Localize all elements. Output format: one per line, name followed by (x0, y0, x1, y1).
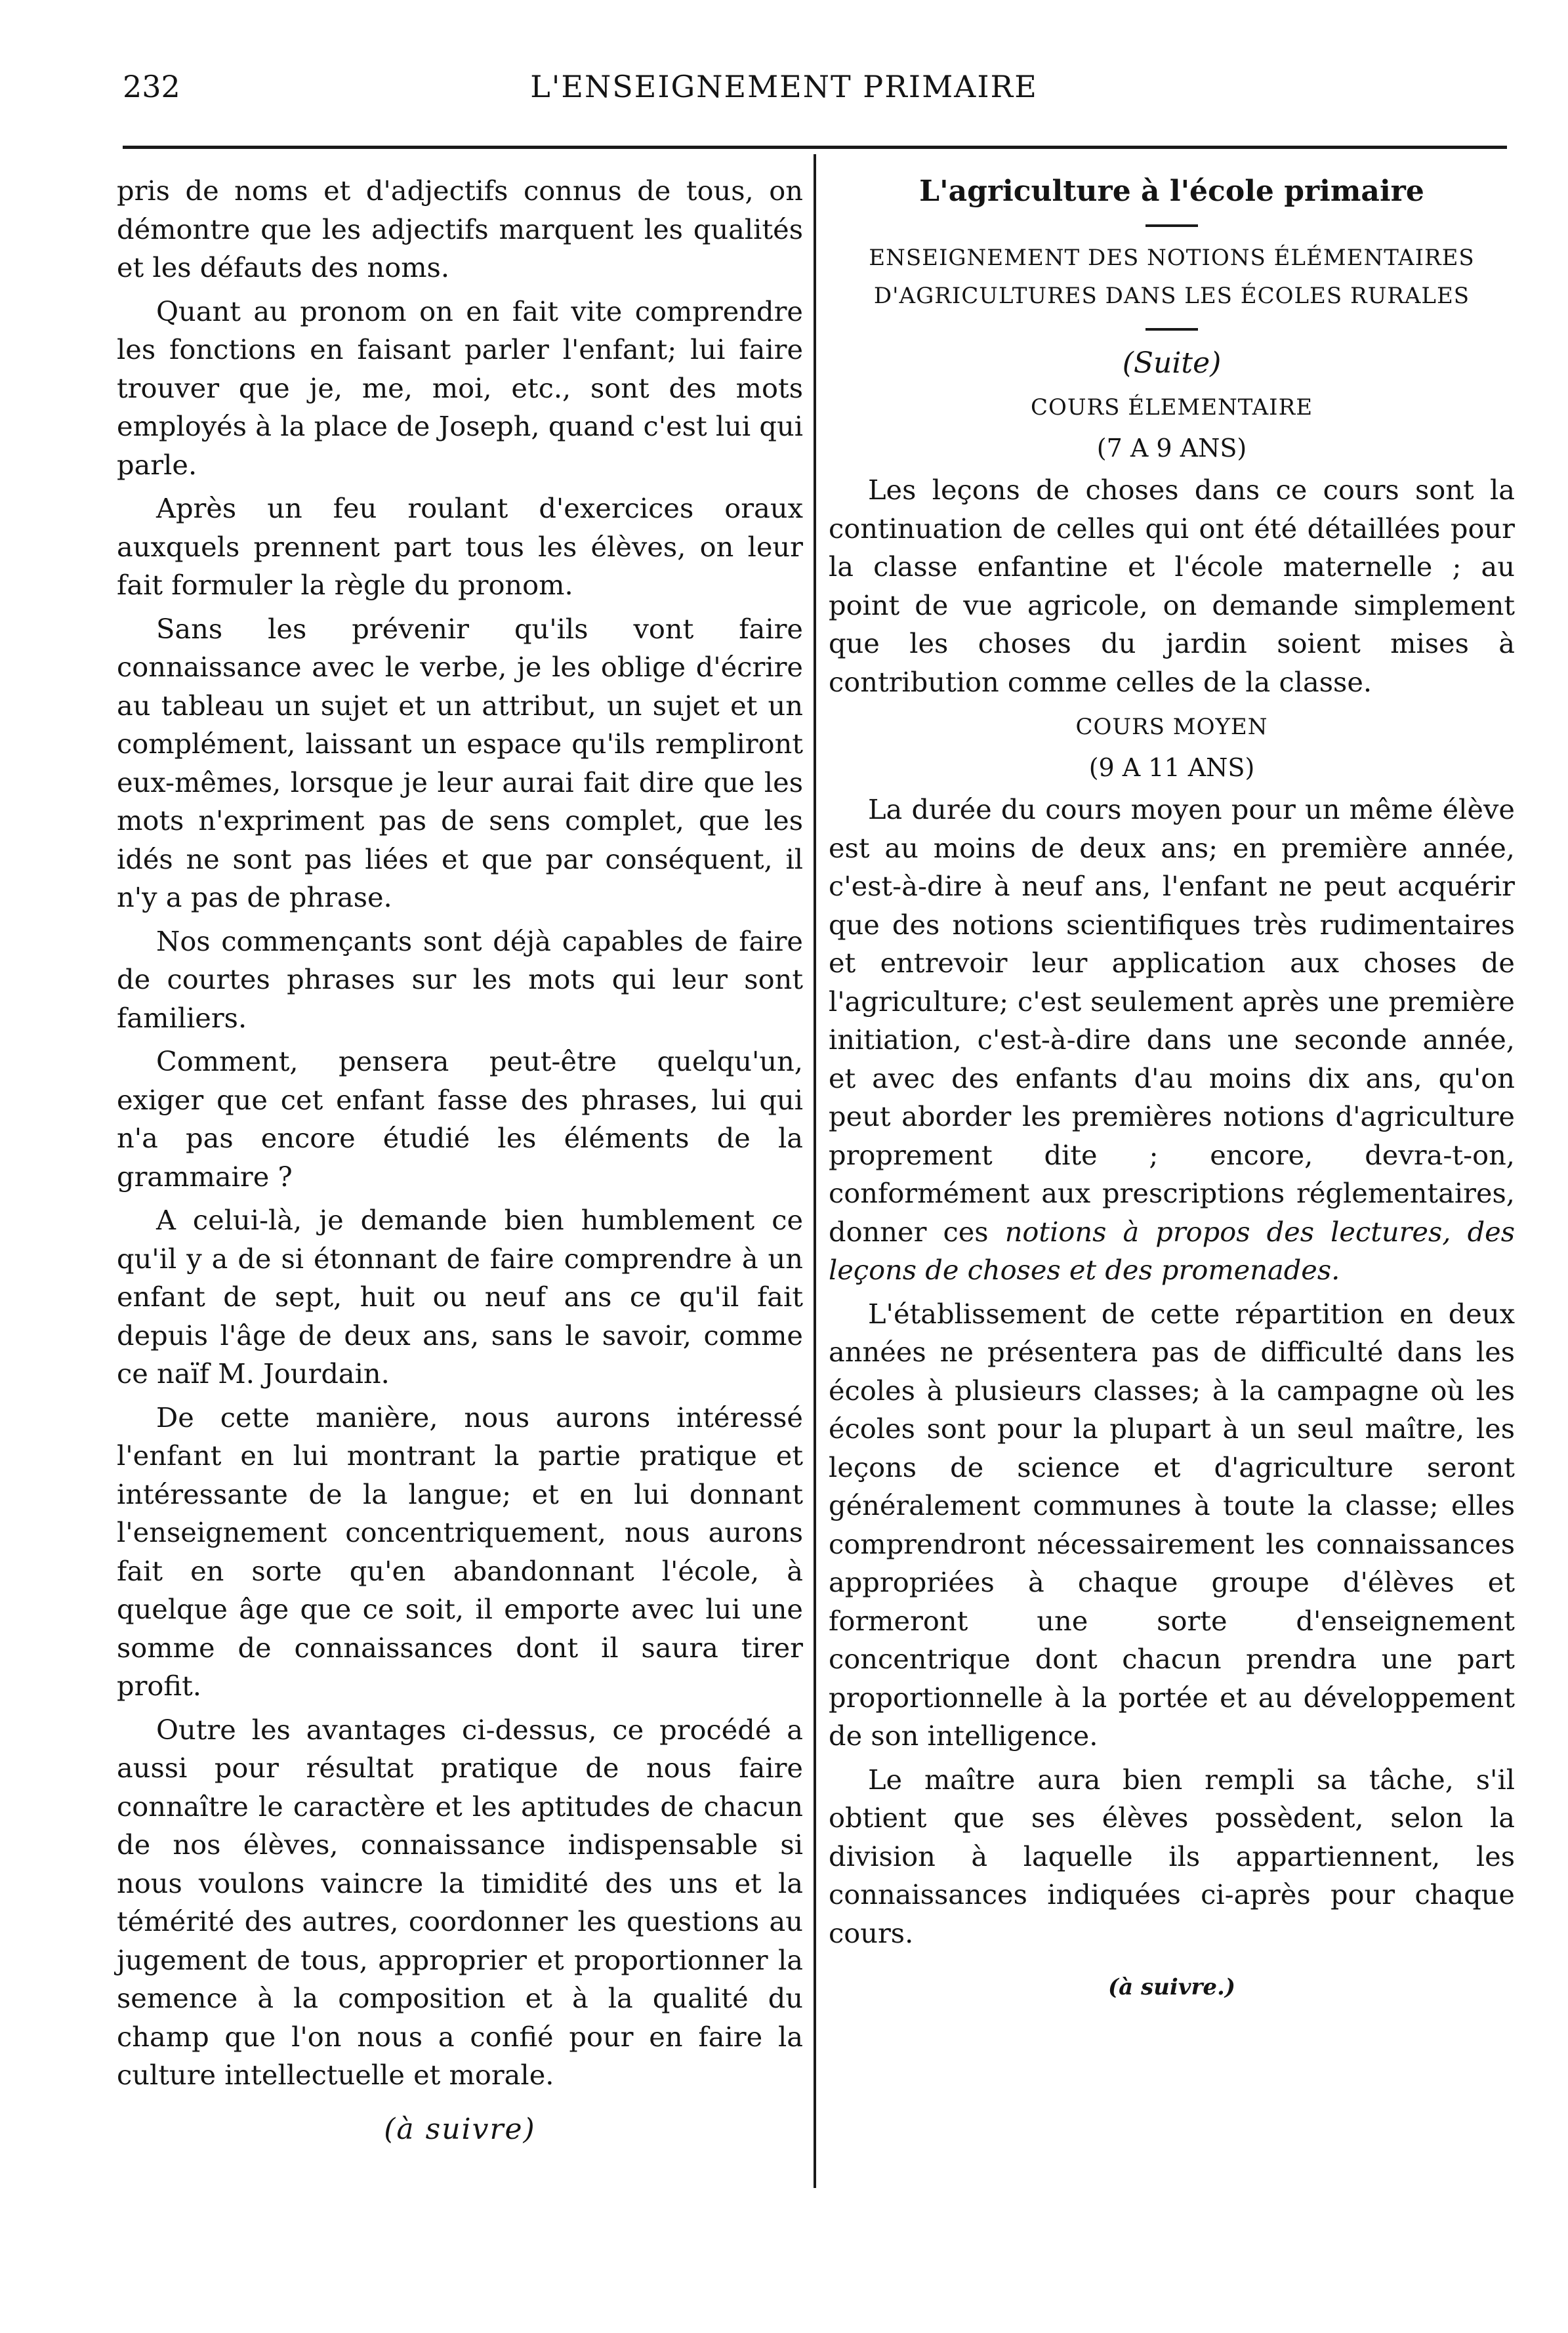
left-paragraph: Nos commençants sont déjà capables de faire de courtes phrases sur les mots qui leur sont familiers. (117, 924, 803, 1034)
cours-elementaire-ages: (7 A 9 ANS) (1096, 434, 1247, 463)
left-paragraph: Après un feu roulant d'exercices oraux auxquels prennent part tous les élèves, on leur fait formuler la règle du pronom. (117, 492, 803, 601)
paragraph-italic: notions à propos des lectures, des leçons de choses et des promenades. (829, 1215, 1515, 1286)
header-rule (123, 146, 1507, 149)
suite-label: (Suite) (1122, 346, 1222, 380)
short-rule (1145, 328, 1198, 331)
a-suivre-left: (à suivre) (384, 2112, 536, 2146)
left-paragraph: Sans les prévenir qu'ils vont faire connaissance avec le verbe, je les oblige d'écrire au tableau un sujet et un attribut, un sujet et un complément, laissant un espace qu'ils rempliront eux-mêmes, lorsque je leur aurai fait dire que les mots n'expriment pas de sens complet, que les idés ne sont pas liées et que par conséquent, il n'y a pas de phrase. (117, 612, 803, 913)
paragraph-text: La durée du cours moyen pour un même élève est au moins de deux ans; en première année, c'est-à-dire à neuf ans, l'enfant ne peut acquérir que des notions scientifiques très rudimentaires et entrevoir leur application aux choses de l'agriculture; c'est seulement après une première initiation, c'est-à-dire dans une seconde année, et avec des enfants d'au moins dix ans, qu'on peut aborder les premières notions d'agriculture proprement dite ; encore, devra-t-on, conformément aux prescriptions réglementaires, donner ces (829, 793, 1515, 1248)
page-number: 232 (123, 69, 180, 104)
right-paragraph: L'établissement de cette répartition en deux années ne présentera pas de difficulté dans les écoles à plusieurs classes; à la campagne où les écoles sont pour la plupart à un seul maître, les leçons de science et d'agriculture seront généralement communes à toute la classe; elles comprendront nécessairement les connaissances appropriées à chaque groupe d'élèves et formeront une sorte d'enseignement concentrique dont chacun prendra une part proportionnelle à la portée et au développement de son intelligence. (829, 1297, 1515, 1752)
right-paragraph: Les leçons de choses dans ce cours sont la continuation de celles qui ont été détaillées pour la classe enfantine et l'école maternelle ; au point de vue agricole, on demande simplement que les choses du jardin soient mises à contribution comme celles de la classe. (829, 474, 1515, 698)
cours-moyen-ages: (9 A 11 ANS) (1088, 753, 1255, 782)
left-paragraph: Quant au pronom on en fait vite comprendre les fonctions en faisant parler l'enfant; lui faire trouver que je, me, moi, etc., sont des mots employés à la place de Joseph, quand c'est lui qui parle. (117, 295, 803, 481)
cours-moyen-heading: COURS MOYEN (1075, 714, 1268, 740)
left-paragraph: De cette manière, nous aurons intéressé l'enfant en lui montrant la partie pratique et intéressante de la langue; et en lui donnant l'enseignement concentriquement, nous aurons fait en sorte qu'en abandonnant l'école, à quelque âge que ce soit, il emporte avec lui une somme de connaissances dont il saura tirer profit. (117, 1401, 803, 1702)
short-rule (1145, 224, 1198, 227)
left-paragraph: Comment, pensera peut-être quelqu'un, exiger que cet enfant fasse des phrases, lui qui n'a pas encore étudié les éléments de la grammaire ? (117, 1045, 803, 1193)
left-paragraph: A celui-là, je demande bien humblement ce qu'il y a de si étonnant de faire comprendre à un enfant de sept, huit ou neuf ans ce qu'il fait depuis l'âge de deux ans, sans le savoir, comme ce naïf M. Jourdain. (117, 1204, 803, 1390)
right-column (829, 172, 1515, 2009)
left-column (117, 172, 803, 2151)
subsection-title: ENSEIGNEMENT DES NOTIONS ÉLÉMENTAIRES D'AGRICULTURES DANS LES ÉCOLES RURALES (869, 245, 1475, 309)
right-paragraph (829, 791, 1515, 1290)
a-suivre-right: (à suivre.) (1108, 1974, 1235, 2000)
left-paragraph: pris de noms et d'adjectifs connus de tous, on démontre que les adjectifs marquent les qualités et les défauts des noms. (117, 175, 803, 283)
cours-elementaire-heading: COURS ÉLEMENTAIRE (1030, 394, 1313, 421)
section-title: L'agriculture à l'école primaire (919, 175, 1424, 208)
left-paragraph: Outre les avantages ci-dessus, ce procédé a aussi pour résultat pratique de nous faire connaître le caractère et les aptitudes de chacun de nos élèves, connaissance indispensable si nous voulons vaincre la timidité des uns et la témérité des autres, coordonner les questions au jugement de tous, approprier et proportionner la semence à la composition et à la qualité du champ que l'on nous a confié pour en faire la culture intellectuelle et morale. (117, 1713, 803, 2091)
right-paragraph: Le maître aura bien rempli sa tâche, s'il obtient que ses élèves possèdent, selon la division à laquelle ils appartiennent, les connaissances indiquées ci-après pour chaque cours. (829, 1763, 1515, 1949)
column-rule (814, 154, 816, 2188)
running-title: L'ENSEIGNEMENT PRIMAIRE (530, 69, 1038, 104)
